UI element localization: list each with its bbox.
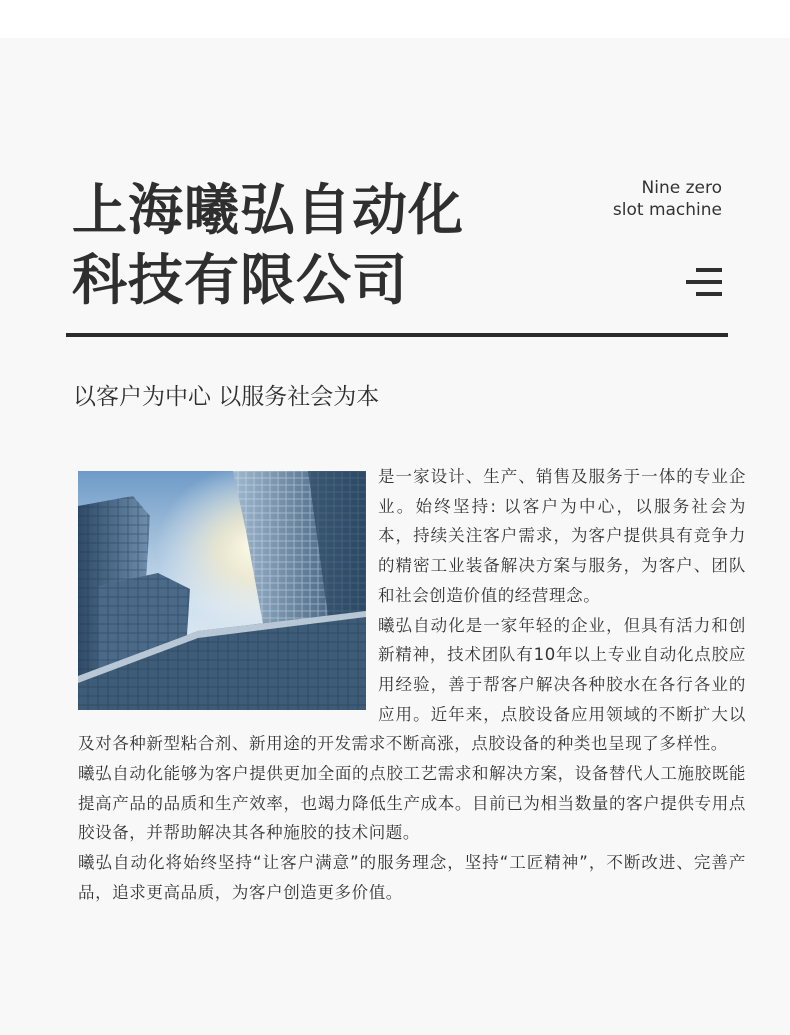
paragraph-2: 曦弘自动化是一家年轻的企业，但具有活力和创新精神，技术团队有10年以上专业自动化点胶应用经验，善于帮客户解决各种胶水在各行各业的应用。近年来，点胶设备应用领域的不断扩大以及对各种新型粘合剂、新用途的开发需求不断高涨，点胶设备的种类也呈现了多样性。: [78, 615, 746, 754]
paragraph-1: 是一家设计、生产、销售及服务于一体的专业企业。始终坚持: 以客户为中心，以服务社会为本，持续关注客户需求，为客户提供具有竞争力的精密工业装备解决方案与服务，为客户、团队和社会创造价值的经营理念。: [378, 467, 746, 605]
image-spacer: [78, 462, 378, 729]
subtitle-line-2: slot machine: [612, 200, 722, 220]
menu-icon-bar: [696, 268, 722, 272]
paragraph-4: 曦弘自动化将始终坚持“让客户满意”的服务理念，坚持“工匠精神”，不断改进、完善产品，追求更高品质，为客户创造更多价值。: [78, 853, 746, 902]
menu-icon-bar: [686, 280, 722, 284]
page-title: [72, 175, 464, 315]
title-line-1: 上海曦弘自动化: [72, 178, 465, 242]
menu-icon[interactable]: [686, 268, 722, 298]
subtitle: [613, 177, 722, 221]
subtitle-line-1: Nine zero: [641, 178, 722, 198]
title-line-2: 科技有限公司: [72, 248, 409, 312]
company-description: [78, 462, 746, 908]
menu-icon-bar: [696, 292, 722, 296]
header-divider: [66, 333, 728, 337]
paragraph-3: 曦弘自动化能够为客户提供更加全面的点胶工艺需求和解决方案，设备替代人工施胶既能提高产品的品质和生产效率，也竭力降低生产成本。目前已为相当数量的客户提供专用点胶设备，并帮助解决其各种施胶的技术问题。: [78, 764, 746, 843]
slogan: 以客户为中心 以服务社会为本: [73, 384, 380, 410]
